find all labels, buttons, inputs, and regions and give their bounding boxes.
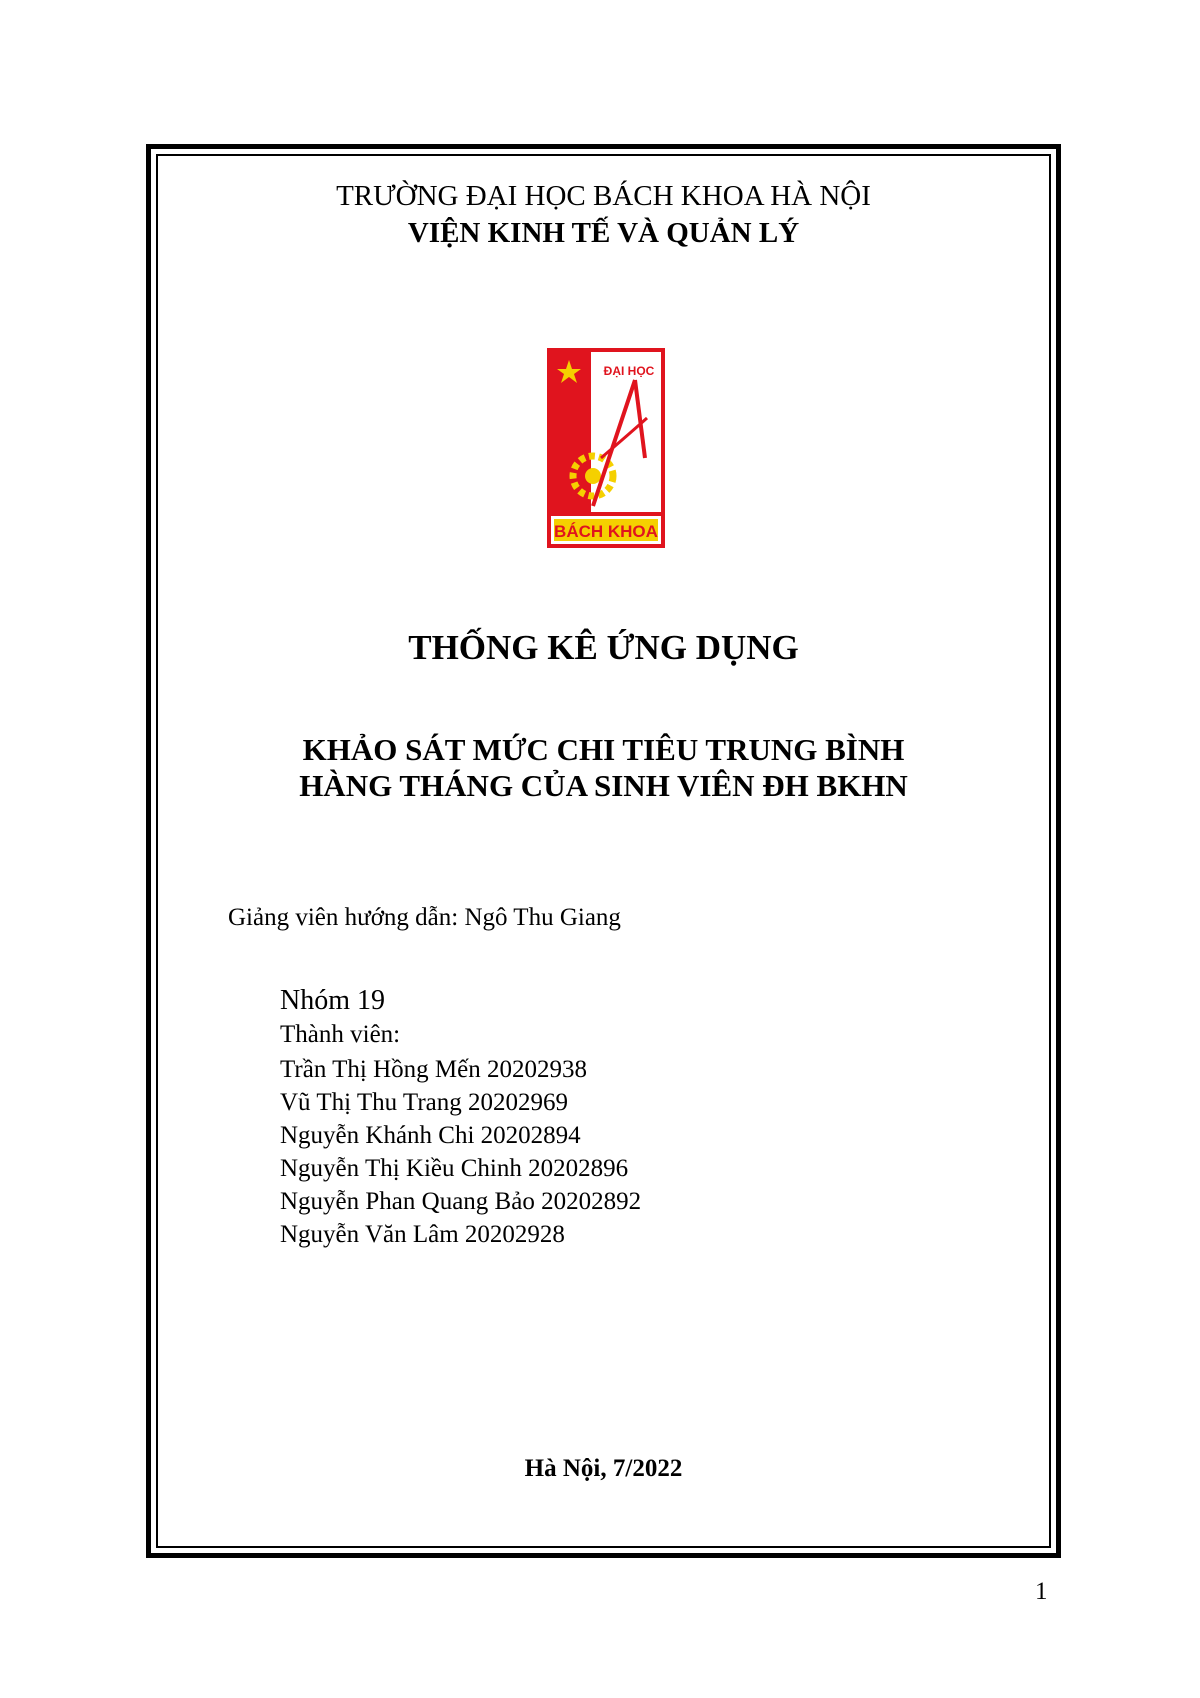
- university-name: TRƯỜNG ĐẠI HỌC BÁCH KHOA HÀ NỘI: [336, 180, 871, 212]
- institute-name: VIỆN KINH TẾ VÀ QUẢN LÝ: [407, 217, 800, 249]
- member-list: [280, 1053, 641, 1251]
- member-item: Vũ Thị Thu Trang 20202969: [280, 1089, 569, 1116]
- course-title: THỐNG KÊ ỨNG DỤNG: [408, 628, 799, 667]
- member-item: Trần Thị Hồng Mến 20202938: [280, 1056, 587, 1083]
- group-name: Nhóm 19: [280, 985, 385, 1016]
- member-item: Nguyễn Phan Quang Bảo 20202892: [280, 1188, 642, 1215]
- logo-top-text: ĐẠI HỌC: [603, 364, 655, 378]
- member-item: Nguyễn Khánh Chi 20202894: [280, 1122, 581, 1149]
- gear-hub: [585, 468, 601, 484]
- member-item: Nguyễn Thị Kiều Chinh 20202896: [280, 1155, 629, 1182]
- members-label: Thành viên:: [280, 1021, 401, 1048]
- page-number: 1: [1035, 1578, 1048, 1605]
- logo-bottom-text: BÁCH KHOA: [554, 522, 658, 541]
- place-date: Hà Nội, 7/2022: [524, 1455, 683, 1482]
- university-logo: [547, 348, 665, 548]
- lecturer: Giảng viên hướng dẫn: Ngô Thu Giang: [228, 904, 621, 931]
- topic-title-line2: HÀNG THÁNG CỦA SINH VIÊN ĐH BKHN: [299, 768, 908, 803]
- topic-title-line1: KHẢO SÁT MỨC CHI TIÊU TRUNG BÌNH: [302, 732, 905, 767]
- member-item: Nguyễn Văn Lâm 20202928: [280, 1221, 565, 1248]
